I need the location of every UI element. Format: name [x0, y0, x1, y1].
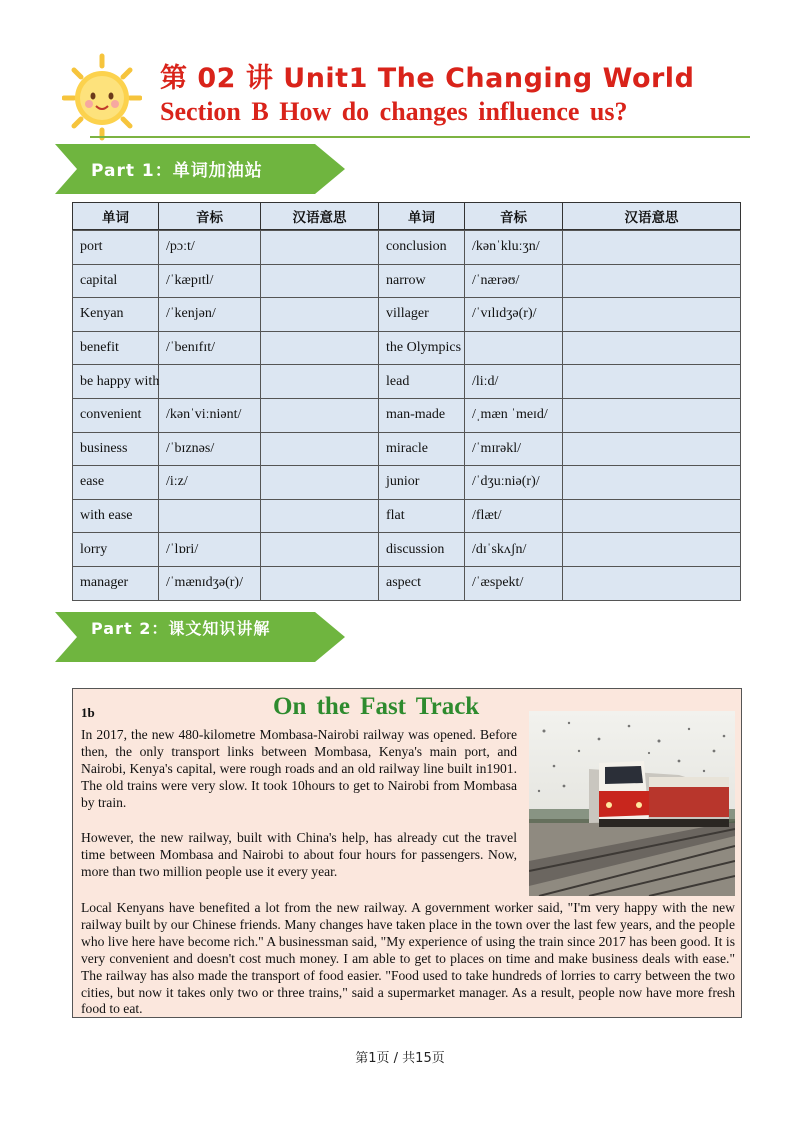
phonetic-cell: /ˈmɪrəkl/	[465, 432, 563, 466]
table-row	[73, 466, 741, 500]
meaning-cell	[261, 533, 379, 567]
phonetic-cell: /ˈnærəʊ/	[465, 264, 563, 298]
table-row	[73, 264, 741, 298]
phonetic-cell: /ˈbɪznəs/	[159, 432, 261, 466]
phonetic-cell: /ˈkenjən/	[159, 298, 261, 332]
meaning-cell	[563, 331, 741, 365]
page-subtitle: Section B How do changes influence us?	[160, 97, 628, 126]
meaning-cell	[563, 499, 741, 533]
phonetic-cell: /liːd/	[465, 365, 563, 399]
phonetic-cell: /ˈvɪlɪdʒə(r)/	[465, 298, 563, 332]
phonetic-cell: /dɪˈskʌʃn/	[465, 533, 563, 567]
passage-title: On the Fast Track	[273, 693, 480, 720]
part2-banner	[55, 612, 345, 662]
header-word-2: 单词	[379, 203, 465, 230]
sun-mascot-icon	[62, 52, 142, 142]
header-word-1: 单词	[73, 203, 159, 230]
meaning-cell	[261, 365, 379, 399]
part1-banner	[55, 144, 345, 194]
phonetic-cell: /ˈæspekt/	[465, 566, 563, 600]
meaning-cell	[563, 432, 741, 466]
word-cell: capital	[73, 264, 159, 298]
phonetic-cell	[159, 365, 261, 399]
meaning-cell	[563, 566, 741, 600]
header-meaning-1: 汉语意思	[261, 203, 379, 230]
table-row	[73, 566, 741, 600]
word-cell: the Olympics	[379, 331, 465, 365]
meaning-cell	[261, 466, 379, 500]
meaning-cell	[563, 264, 741, 298]
word-cell: conclusion	[379, 231, 465, 265]
word-cell: junior	[379, 466, 465, 500]
table-row	[73, 398, 741, 432]
word-cell: with ease	[73, 499, 159, 533]
table-row	[73, 365, 741, 399]
word-cell: manager	[73, 566, 159, 600]
word-cell: convenient	[73, 398, 159, 432]
word-cell: ease	[73, 466, 159, 500]
meaning-cell	[261, 264, 379, 298]
phonetic-cell: /ˈdʒuːniə(r)/	[465, 466, 563, 500]
phonetic-cell: /iːz/	[159, 466, 261, 500]
table-header-row	[73, 203, 741, 230]
part1-label: Part 1：单词加油站	[91, 161, 263, 181]
word-cell: man-made	[379, 398, 465, 432]
table-row	[73, 533, 741, 567]
part2-label: Part 2：课文知识讲解	[91, 619, 271, 638]
meaning-cell	[563, 533, 741, 567]
word-cell: be happy with	[73, 365, 159, 399]
paragraph-2: However, the new railway, built with China's help, has already cut the travel time between Mombasa and Nairobi to about four hours for passengers. Now, more than two million people use it every year.	[81, 830, 517, 879]
reading-passage-box	[72, 688, 742, 1018]
meaning-cell	[563, 298, 741, 332]
vocabulary-table	[72, 202, 741, 601]
word-cell: flat	[379, 499, 465, 533]
phonetic-cell: /kənˈkluːʒn/	[465, 231, 563, 265]
phonetic-cell: /flæt/	[465, 499, 563, 533]
meaning-cell	[261, 499, 379, 533]
table-row	[73, 499, 741, 533]
meaning-cell	[563, 398, 741, 432]
meaning-cell	[261, 432, 379, 466]
meaning-cell	[563, 365, 741, 399]
phonetic-cell: /ˌmæn ˈmeɪd/	[465, 398, 563, 432]
table-row	[73, 331, 741, 365]
header-phonetic-2: 音标	[465, 203, 563, 230]
table-row	[73, 231, 741, 265]
table-row	[73, 298, 741, 332]
header-phonetic-1: 音标	[159, 203, 261, 230]
phonetic-cell: /ˈmænɪdʒə(r)/	[159, 566, 261, 600]
word-cell: aspect	[379, 566, 465, 600]
train-photo	[529, 711, 735, 896]
word-cell: discussion	[379, 533, 465, 567]
phonetic-cell	[465, 331, 563, 365]
word-cell: narrow	[379, 264, 465, 298]
table-row	[73, 432, 741, 466]
phonetic-cell: /ˈbenɪfɪt/	[159, 331, 261, 365]
word-cell: Kenyan	[73, 298, 159, 332]
meaning-cell	[563, 231, 741, 265]
phonetic-cell: /pɔːt/	[159, 231, 261, 265]
meaning-cell	[261, 566, 379, 600]
meaning-cell	[261, 231, 379, 265]
paragraph-3: Local Kenyans have benefited a lot from the new railway. A government worker said, "I'm very happy with the new railway built by our Chinese friends. Many changes have taken place in the town over the last few years, and the people who live here have become rich." A businessman said, "My experience of using the train since 2017 has been good. It is very convenient and doesn't cost much money. I am able to get to places on time and make business deals with ease." The railway has also made the transport of food easier. "Food used to take hundreds of lorries to carry between the two cities, but now it takes only two or three trains," said a supermarket manager. As a result, people now have more fresh food to eat.	[81, 900, 735, 1017]
word-cell: miracle	[379, 432, 465, 466]
word-cell: lead	[379, 365, 465, 399]
word-cell: lorry	[73, 533, 159, 567]
word-cell: benefit	[73, 331, 159, 365]
word-cell: business	[73, 432, 159, 466]
header-meaning-2: 汉语意思	[563, 203, 741, 230]
section-label: 1b	[81, 705, 95, 720]
header-divider	[90, 136, 750, 138]
phonetic-cell: /ˈlɒri/	[159, 533, 261, 567]
meaning-cell	[563, 466, 741, 500]
phonetic-cell: /kənˈviːniənt/	[159, 398, 261, 432]
word-cell: port	[73, 231, 159, 265]
page-footer: 第1页 / 共15页	[355, 1051, 445, 1066]
paragraph-1: In 2017, the new 480-kilometre Mombasa-Nairobi railway was opened. Before then, the only transport links between Mombasa, Kenya's main port, and Nairobi, Kenya's capital, were rough roads and an old railway line built in1901. The old trains were very slow. It took 10hours to get to Nairobi from Mombasa by train.	[81, 727, 517, 810]
meaning-cell	[261, 398, 379, 432]
phonetic-cell: /ˈkæpɪtl/	[159, 264, 261, 298]
meaning-cell	[261, 298, 379, 332]
phonetic-cell	[159, 499, 261, 533]
page-title: 第 02 讲 Unit1 The Changing World	[160, 63, 695, 94]
word-cell: villager	[379, 298, 465, 332]
meaning-cell	[261, 331, 379, 365]
